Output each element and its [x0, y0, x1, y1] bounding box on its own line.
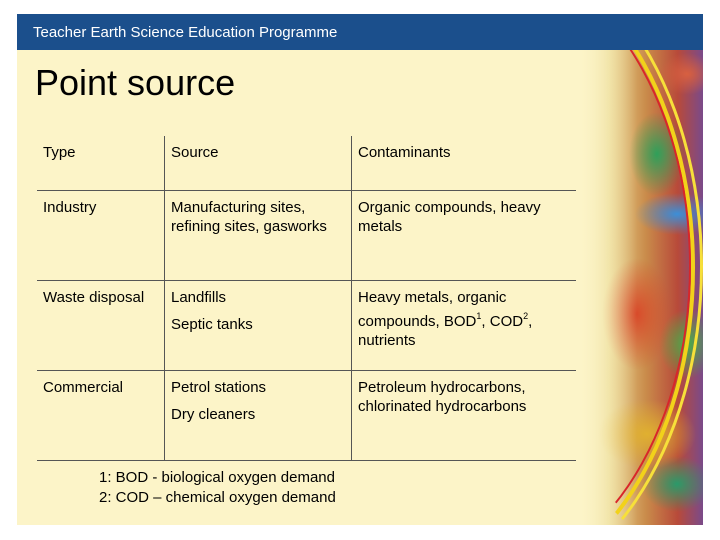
table-row: [37, 281, 576, 371]
table-row: [37, 371, 576, 461]
source-item: Landfills: [171, 289, 227, 306]
point-source-table: [37, 136, 576, 461]
cell-type: Commercial: [43, 379, 124, 396]
cell-source: [165, 281, 352, 371]
table-row: [37, 191, 576, 281]
footnote-ref: 1: [476, 311, 482, 321]
header-bar: [17, 14, 703, 50]
header-contaminants: Contaminants: [352, 136, 577, 191]
header-source: Source: [165, 136, 352, 191]
slide-title: Point source: [35, 62, 236, 103]
footnote-ref: 2: [523, 311, 529, 321]
cell-source: Manufacturing sites, refining sites, gasworks: [165, 191, 352, 281]
cell-contaminants: [352, 281, 577, 371]
cell-type: Waste disposal: [43, 289, 145, 306]
footnotes: [99, 468, 336, 508]
cell-contaminants: Petroleum hydrocarbons, chlorinated hydrocarbons: [352, 371, 577, 461]
contaminants-text: , COD: [481, 313, 524, 330]
footnote-1: 1: BOD - biological oxygen demand: [99, 469, 335, 486]
footnote-2: 2: COD – chemical oxygen demand: [99, 489, 336, 506]
cell-type: Industry: [43, 199, 97, 216]
slide: [17, 14, 703, 525]
contaminants-text: Heavy metals, organic compounds, BOD: [358, 289, 507, 330]
source-item: Petrol stations: [171, 379, 267, 396]
spacer: [171, 397, 345, 405]
header-text: Teacher Earth Science Education Programme: [33, 24, 338, 41]
contaminants-text: , nutrients: [358, 313, 533, 349]
source-item: Dry cleaners: [171, 406, 256, 423]
cell-contaminants: Organic compounds, heavy metals: [352, 191, 577, 281]
header-type: Type: [43, 144, 76, 161]
table-header-row: [37, 136, 576, 191]
source-item: Septic tanks: [171, 316, 253, 333]
cell-source: [165, 371, 352, 461]
spacer: [171, 307, 345, 315]
